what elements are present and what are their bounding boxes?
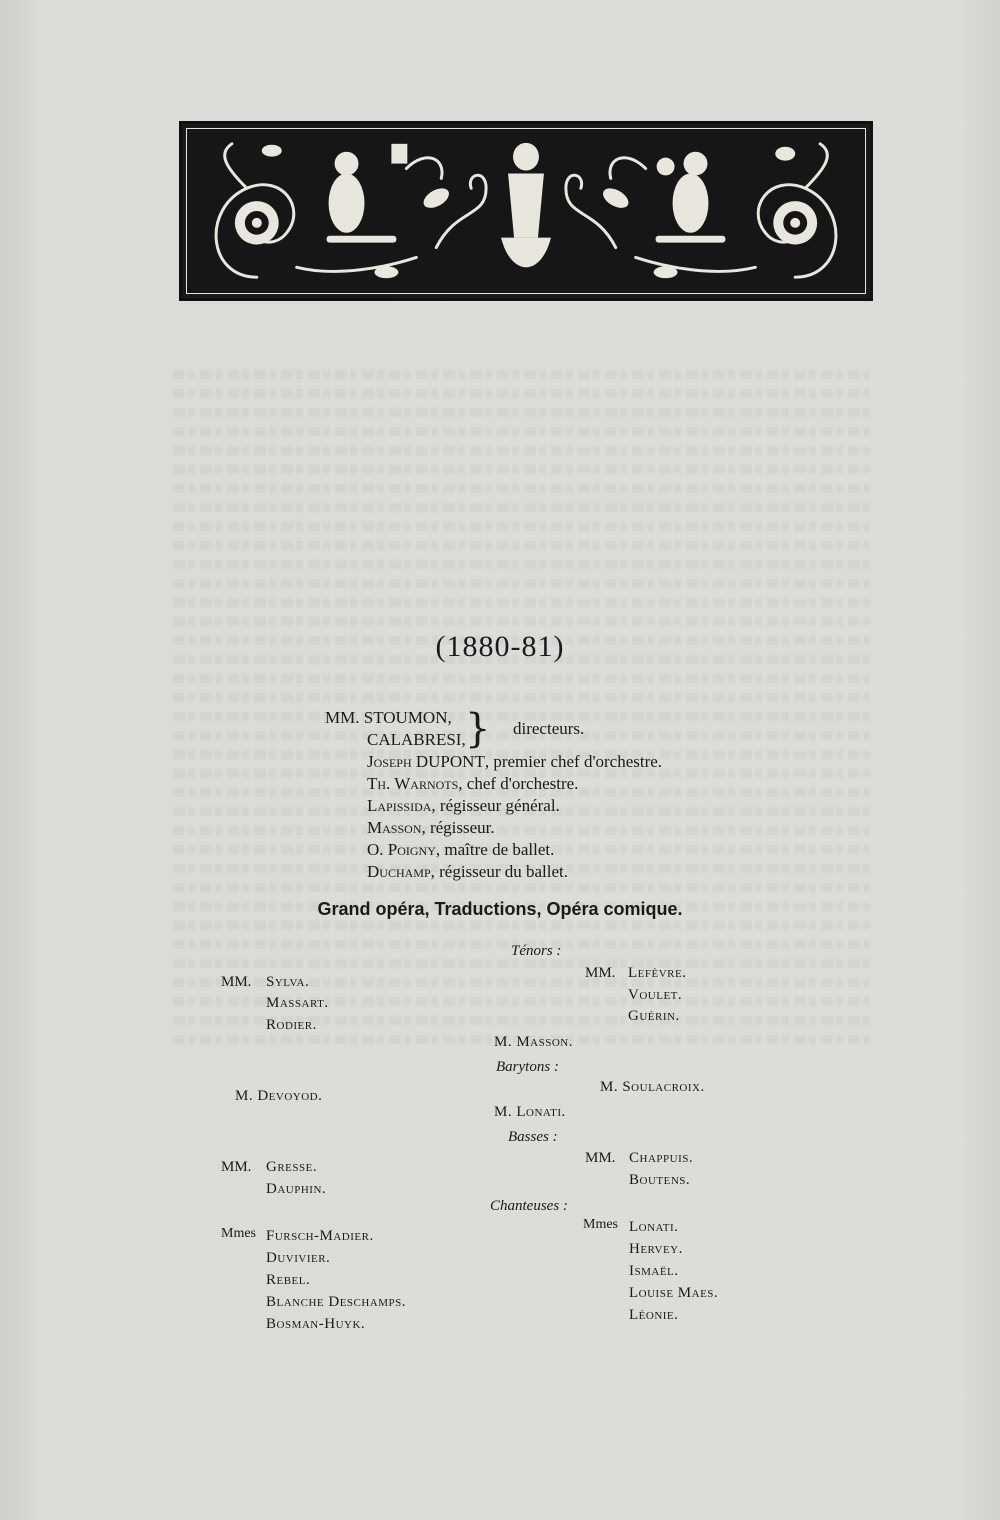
- chanteuse-name: Duvivier.: [266, 1250, 331, 1266]
- staff-list: [325, 751, 662, 883]
- basse-name: Chappuis.: [629, 1150, 694, 1166]
- tenor-name: Guérin.: [628, 1008, 680, 1024]
- chanteuse-name: Hervey.: [629, 1241, 683, 1257]
- director-name: CALABRESI,: [367, 730, 466, 749]
- tenor-name: Voulet.: [628, 987, 683, 1003]
- season-title: (1880-81): [435, 630, 565, 663]
- staff-row: Th. Warnots, chef d'orchestre.: [367, 774, 579, 793]
- director-row-1: [325, 707, 662, 729]
- director-row-2: [325, 729, 662, 751]
- tenor-name: Sylva.: [266, 974, 310, 990]
- basses-right-prefix: MM.: [585, 1150, 616, 1166]
- chanteuses-right-prefix: Mmes: [583, 1217, 618, 1232]
- baryton-name: M. Soulacroix.: [600, 1079, 705, 1095]
- chanteuse-name: Louise Maes.: [629, 1285, 719, 1301]
- basse-name: Dauphin.: [266, 1181, 327, 1197]
- bleed-through-texture: [170, 360, 870, 1044]
- ornamental-header-banner: [179, 121, 873, 301]
- tenor-name: Lefèvre.: [628, 965, 687, 981]
- chanteuse-name: Rebel.: [266, 1272, 311, 1288]
- basse-name: Gresse.: [266, 1159, 318, 1175]
- staff-row: Lapissida, régisseur général.: [367, 796, 560, 815]
- category-tenors: Ténors :: [511, 943, 562, 959]
- basses-left-prefix: MM.: [221, 1159, 252, 1175]
- basse-name: Boutens.: [629, 1172, 691, 1188]
- staff-row: Duchamp, régisseur du ballet.: [367, 862, 569, 881]
- chanteuse-name: Léonie.: [629, 1307, 679, 1323]
- category-chanteuses: Chanteuses :: [490, 1198, 568, 1214]
- chanteuse-name: Ismaël.: [629, 1263, 679, 1279]
- tenors-right-prefix: MM.: [585, 965, 616, 981]
- chanteuse-name: Bosman-Huyk.: [266, 1316, 366, 1332]
- tenor-name: Massart.: [266, 995, 329, 1011]
- chanteuse-name: Lonati.: [629, 1219, 679, 1235]
- chanteuse-name: Blanche Deschamps.: [266, 1294, 407, 1310]
- category-barytons: Barytons :: [496, 1059, 559, 1075]
- mm-prefix: MM.: [325, 708, 360, 727]
- brace-glyph: }: [465, 706, 491, 752]
- category-basses: Basses :: [508, 1129, 558, 1145]
- baryton-name: M. Devoyod.: [235, 1088, 323, 1104]
- director-name: STOUMON,: [363, 708, 452, 727]
- directors-role: directeurs.: [513, 719, 585, 738]
- tenor-name: Rodier.: [266, 1017, 317, 1033]
- tenor-center: M. Masson.: [494, 1034, 573, 1050]
- staff-row: O. Poigny, maître de ballet.: [367, 840, 555, 859]
- tenors-left-prefix: MM.: [221, 974, 252, 990]
- section-heading: Grand opéra, Traductions, Opéra comique.: [317, 899, 683, 919]
- baryton-name: M. Lonati.: [494, 1104, 566, 1120]
- direction-block: [325, 707, 662, 883]
- chanteuse-name: Fursch-Madier.: [266, 1228, 374, 1244]
- staff-row: Joseph DUPONT, premier chef d'orchestre.: [367, 752, 663, 771]
- staff-row: Masson, régisseur.: [367, 818, 495, 837]
- ornament-engraving-icon: [187, 129, 865, 293]
- chanteuses-left-prefix: Mmes: [221, 1226, 256, 1241]
